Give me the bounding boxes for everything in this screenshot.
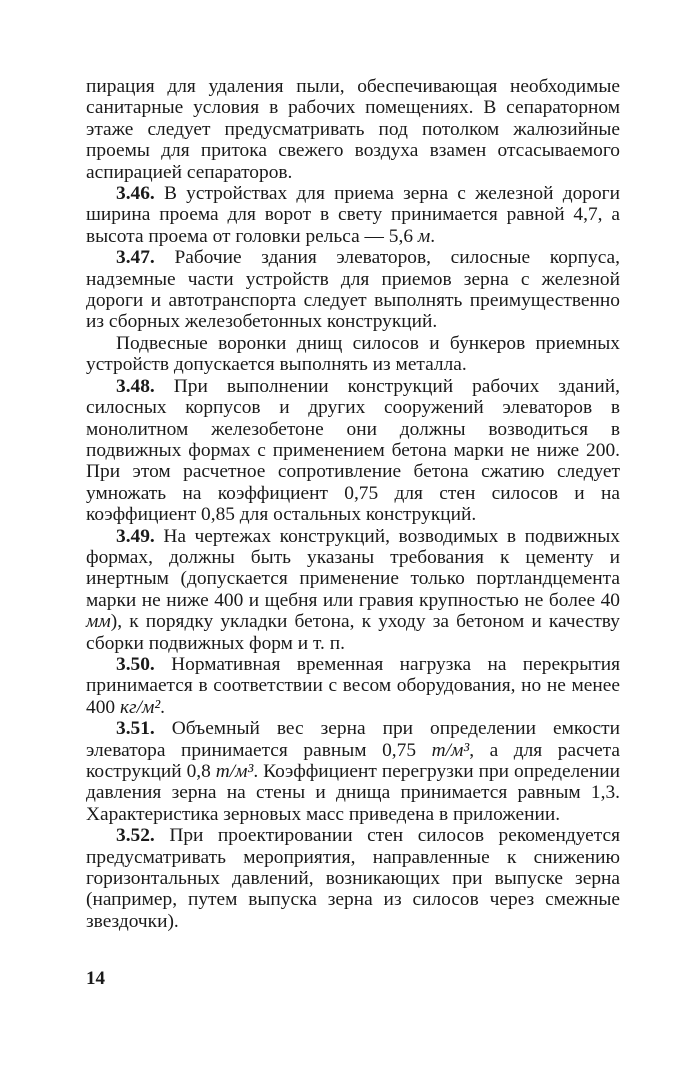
unit-text: мм [86, 611, 111, 633]
section-number: 3.50. [116, 653, 155, 675]
paragraph-3-47 [86, 247, 620, 333]
unit-text: кг/м² [119, 696, 161, 718]
paragraph-text: пирация для удаления пыли, обеспечивающая необходимые санитарные условия в рабочих помещениях. В сепараторном этаже следует предусматривать под потолком жалюзийные проемы для притока свежего воздуха взамен отсасываемого аспирацией сепараторов. [86, 76, 620, 183]
unit-text: т/м³ [215, 761, 254, 782]
paragraph-3-46 [86, 183, 620, 247]
section-number: 3.51. [116, 718, 155, 740]
paragraph-3-48 [86, 376, 620, 526]
paragraph-tail: . [430, 225, 436, 247]
paragraph-hoppers [86, 333, 620, 376]
section-number: 3.47. [116, 247, 155, 269]
section-number: 3.49. [116, 525, 155, 547]
document-page [86, 76, 620, 932]
paragraph-3-49 [86, 526, 620, 654]
section-number: 3.46. [116, 183, 155, 205]
page-number: 14 [86, 968, 105, 989]
paragraph-text: Объемный вес зерна при определении емкости элеватора принимается равным 0,75 [86, 718, 620, 761]
paragraph-text: Нормативная временная нагрузка на перекрытия принимается в соответствии с весом оборудования, но не менее 400 [86, 653, 620, 718]
paragraph-text: Рабочие здания элеваторов, силосные корпуса, надземные части устройств для приемов зерна с железной дороги и автотранспорта следует выполнять преимущественно из сборных железобетонных конструкций. [86, 247, 620, 333]
paragraph-text: В устройствах для приема зерна с железной дороги ширина проема для ворот в свету принимается равной 4,7, а высота проема от головки рельса — 5,6 [86, 183, 620, 247]
paragraph-3-51 [86, 718, 620, 825]
paragraph-text: При выполнении конструкций рабочих зданий, силосных корпусов и других сооружений элеваторов в монолитном железобетоне они должны возводиться в подвижных формах с применением бетона марки не ниже 200. При этом расчетное сопротивление бетона сжатию следует умножать на коэффициент 0,75 для стен силосов и на коэффициент 0,85 для остальных конструкций. [86, 375, 620, 526]
paragraph-3-50 [86, 654, 620, 718]
unit-text: м [417, 225, 431, 247]
unit-text: т/м³ [431, 739, 470, 761]
paragraph-tail: . Коэффициент перегрузки при определении давления зерна на стены и днища принимается равным 1,3. Характеристика зерновых масс приведена в приложении. [86, 761, 620, 825]
paragraph-text: При проектировании стен силосов рекомендуется предусматривать мероприятия, направленные к снижению горизонтальных давлений, возникающих при выпуске зерна (например, путем выпуска зерна из силосов через смежные звездочки). [86, 825, 620, 932]
paragraph-text: Подвесные воронки днищ силосов и бункеров приемных устройств допускается выполнять из металла. [86, 332, 620, 376]
paragraph-tail: , а для расчета кострукций 0,8 [86, 739, 620, 782]
section-number: 3.52. [116, 825, 155, 847]
paragraph-3-52 [86, 825, 620, 932]
paragraph-tail: . [160, 696, 166, 718]
paragraph-text: На чертежах конструкций, возводимых в подвижных формах, должны быть указаны требования к цементу и инертным (допускается применение только портландцемента марки не ниже 400 и щебня или гравия крупностью не более 40 [86, 525, 620, 611]
paragraph-continuation [86, 76, 620, 183]
section-number: 3.48. [116, 375, 155, 397]
paragraph-tail: ), к порядку укладки бетона, к уходу за бетоном и качеству сборки подвижных форм и т. п. [86, 611, 620, 654]
